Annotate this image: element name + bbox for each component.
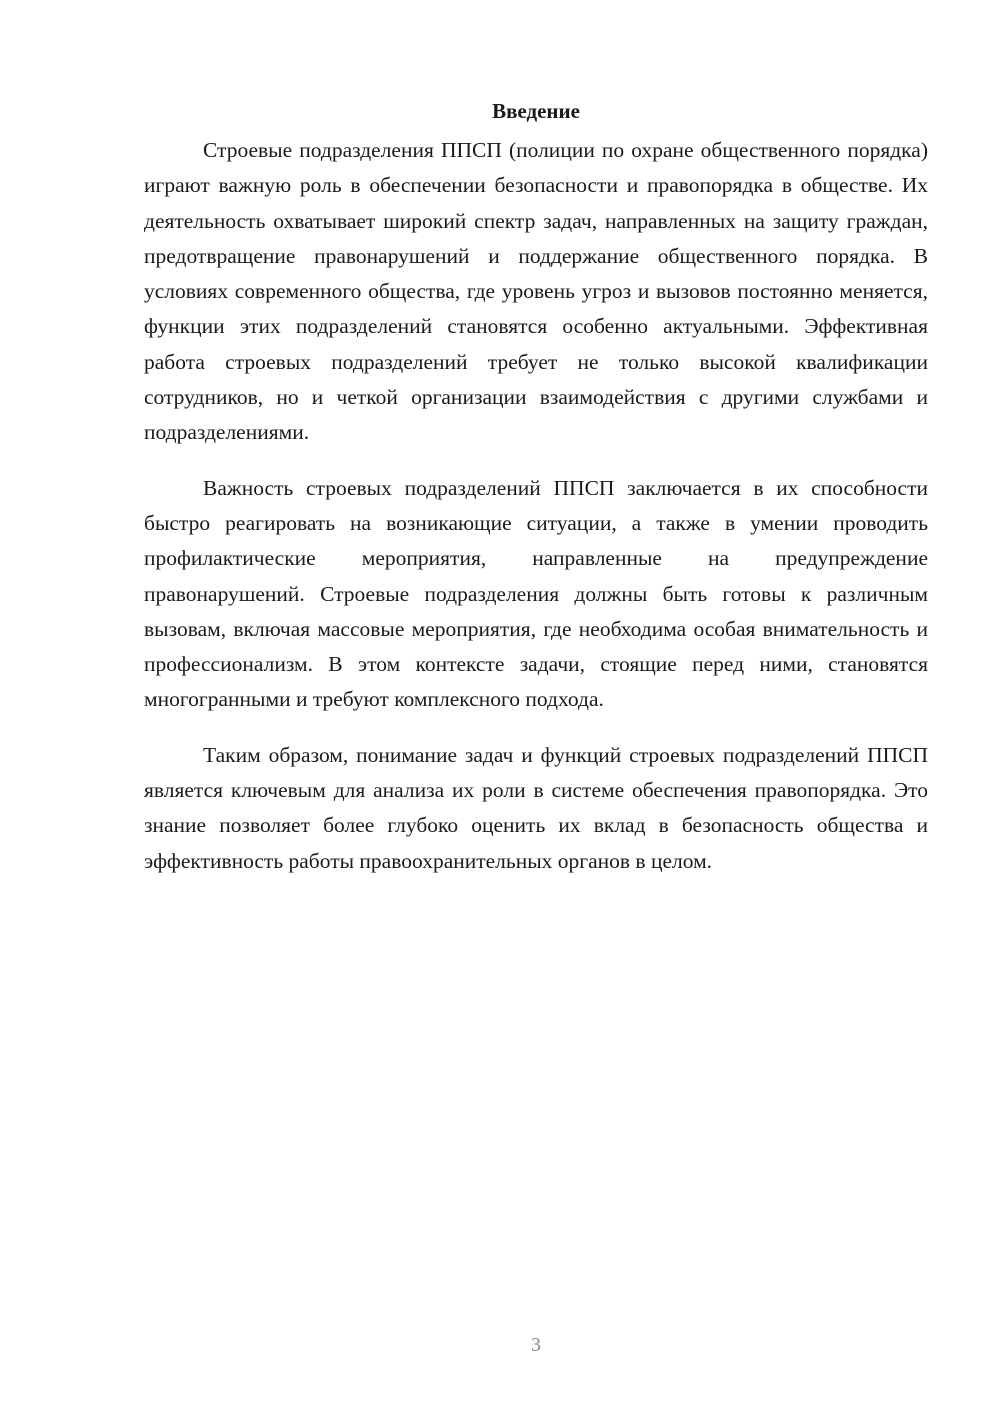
page-content	[144, 96, 928, 879]
paragraph-2: Важность строевых подразделений ППСП заключается в их способности быстро реагировать на возникающие ситуации, а также в умении проводить профилактические мероприятия, направленные на предупреждение правонарушений. Строевые подразделения должны быть готовы к различным вызовам, включая массовые мероприятия, где необходима особая внимательность и профессионализм. В этом контексте задачи, стоящие перед ними, становятся многогранными и требуют комплексного подхода.	[144, 475, 928, 712]
page-number: 3	[531, 1334, 541, 1356]
paragraph-1: Строевые подразделения ППСП (полиции по охране общественного порядка) играют важную роль в обеспечении безопасности и правопорядка в обществе. Их деятельность охватывает широкий спектр задач, направленных на защиту граждан, предотвращение правонарушений и поддержание общественного порядка. В условиях современного общества, где уровень угроз и вызовов постоянно меняется, функции этих подразделений становятся особенно актуальными. Эффективная работа строевых подразделений требует не только высокой квалификации сотрудников, но и четкой организации взаимодействия с другими службами и подразделениями.	[144, 138, 928, 445]
paragraph-3: Таким образом, понимание задач и функций строевых подразделений ППСП является ключевым для анализа их роли в системе обеспечения правопорядка. Это знание позволяет более глубоко оценить их вклад в безопасность общества и эффективность работы правоохранительных органов в целом.	[144, 742, 928, 873]
section-title: Введение	[492, 99, 580, 123]
